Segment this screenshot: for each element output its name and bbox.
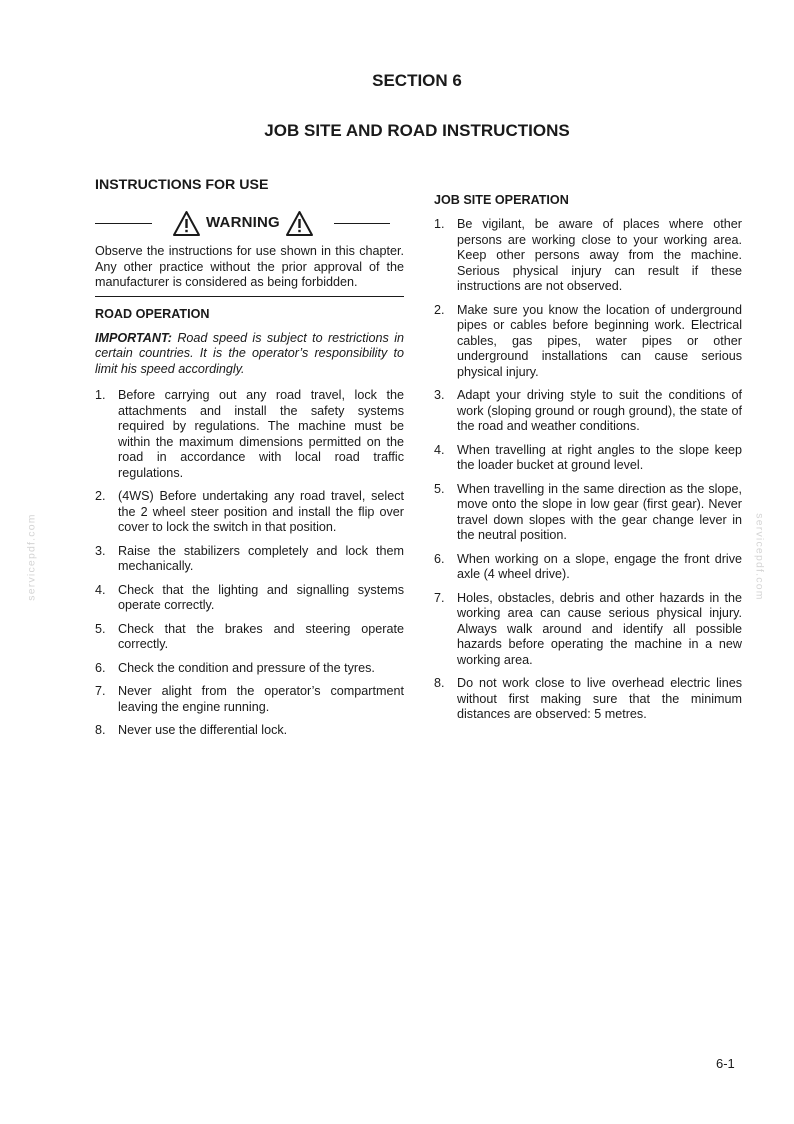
item-text: Be vigilant, be aware of places where other persons are working close to your working area. Keep other persons away from the machine. Serious physical injury can result if these instructions are not observed. [457, 217, 742, 293]
section-title: SECTION 6 [372, 71, 462, 90]
item-text: When travelling at right angles to the slope keep the loader bucket at ground level. [457, 442, 742, 472]
watermark-left: servicepdf.com [25, 513, 38, 601]
list-item [434, 591, 742, 669]
item-text: Make sure you know the location of underground pipes or cables before beginning work. Electrical cables, gas pipes, water pipes or other underground installations can cause serious physical injury. [457, 302, 742, 379]
warning-triangle-icon [172, 210, 201, 237]
list-item [95, 489, 404, 536]
warning-rule-right [334, 223, 390, 224]
item-number: 5. [434, 481, 445, 496]
page-number: 6-1 [716, 1056, 735, 1071]
item-text: Never alight from the operator’s compartment leaving the engine running. [118, 684, 404, 714]
list-item [95, 661, 404, 677]
item-text: Raise the stabilizers completely and lock them mechanically. [118, 543, 404, 573]
warning-triangle-icon [285, 210, 314, 237]
page-title: JOB SITE AND ROAD INSTRUCTIONS [264, 121, 570, 140]
item-text: Check the condition and pressure of the tyres. [118, 660, 375, 675]
item-number: 7. [434, 590, 445, 605]
instructions-heading: INSTRUCTIONS FOR USE [95, 177, 269, 193]
item-number: 4. [434, 442, 445, 457]
item-number: 3. [95, 543, 106, 558]
list-item [434, 552, 742, 583]
item-number: 2. [434, 302, 445, 317]
list-item [434, 217, 742, 295]
road-operation-heading: ROAD OPERATION [95, 306, 210, 321]
list-item [95, 388, 404, 481]
right-column [434, 193, 742, 731]
item-text: Check that the lighting and signalling systems operate correctly. [118, 582, 404, 612]
list-item [95, 684, 404, 715]
list-item [434, 388, 742, 435]
list-item [95, 723, 404, 739]
item-number: 5. [95, 621, 106, 636]
item-number: 7. [95, 684, 106, 698]
job-site-operation-list [434, 217, 742, 723]
list-item [95, 622, 404, 653]
item-text: Adapt your driving style to suit the conditions of work (sloping ground or rough ground), the state of the road and weather conditions. [457, 388, 742, 433]
item-number: 6. [95, 660, 106, 675]
left-column [95, 176, 404, 747]
item-text: Before carrying out any road travel, lock the attachments and install the safety systems required by regulations. The machine must be within the maximum dimensions permitted on the road in accordance with local road traffic regulations. [118, 388, 404, 480]
item-text: Holes, obstacles, debris and other hazards in the working area can cause serious physical injury. Always walk around and identify all possible hazards before operating the machine in a new working area. [457, 590, 742, 667]
job-site-operation-heading: JOB SITE OPERATION [434, 193, 569, 207]
item-number: 8. [434, 676, 445, 690]
item-text: Check that the brakes and steering operate correctly. [118, 621, 404, 651]
warning-banner [95, 208, 404, 238]
watermark-right: servicepdf.com [753, 513, 766, 601]
item-number: 1. [95, 388, 106, 402]
instructions-text: Observe the instructions for use shown in this chapter. Any other practice without the prior approval of the manufacturer is considered as being forbidden. [95, 244, 404, 297]
list-item [95, 583, 404, 614]
item-text: When travelling in the same direction as the slope, move onto the slope in low gear (first gear). Never travel down slopes with the gear change lever in the neutral position. [457, 481, 742, 542]
list-item [434, 443, 742, 474]
warning-label: WARNING [206, 214, 280, 232]
item-text: Do not work close to live overhead electric lines without first making sure that the minimum distances are observed: 5 metres. [457, 676, 742, 721]
important-note [95, 331, 404, 378]
item-number: 2. [95, 489, 106, 503]
item-number: 1. [434, 217, 445, 231]
item-number: 6. [434, 551, 445, 566]
important-text: Road speed is subject to restrictions in certain countries. It is the operator’s responsibility to limit his speed accordingly. [95, 330, 405, 376]
warning-rule-left [95, 223, 152, 224]
item-number: 4. [95, 582, 106, 597]
item-number: 3. [434, 388, 445, 402]
road-operation-list [95, 388, 404, 739]
item-number: 8. [95, 723, 106, 737]
warning-center [172, 210, 314, 237]
list-item [434, 676, 742, 723]
item-text: (4WS) Before undertaking any road travel, select the 2 wheel steer position and install the flip over cover to lock the switch in that position. [118, 489, 404, 534]
list-item [95, 544, 404, 575]
important-label: IMPORTANT: [95, 330, 172, 345]
list-item [434, 482, 742, 544]
item-text: When working on a slope, engage the front drive axle (4 wheel drive). [457, 551, 742, 581]
list-item [434, 303, 742, 381]
item-text: Never use the differential lock. [118, 723, 288, 737]
